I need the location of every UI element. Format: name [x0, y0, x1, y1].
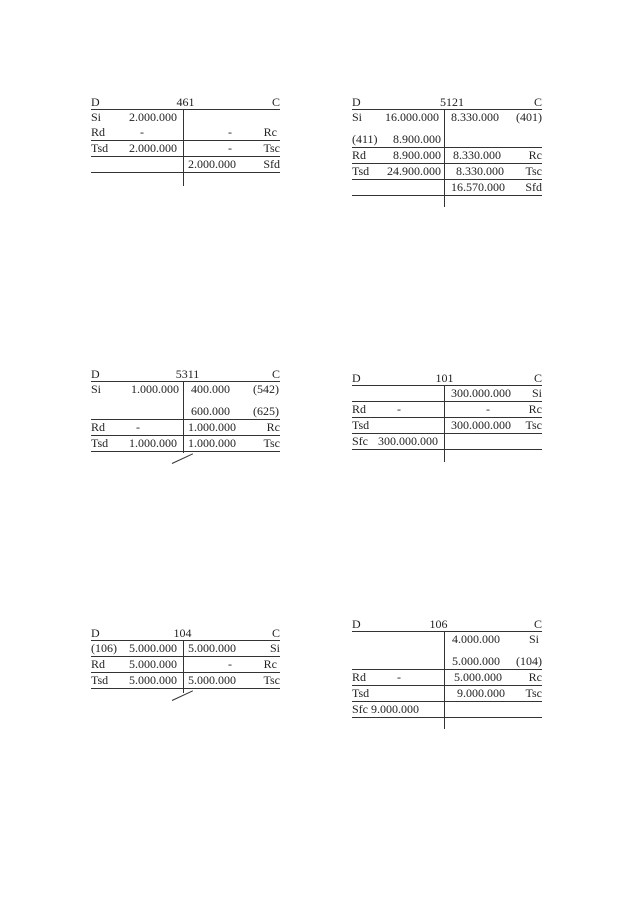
tsc-credit: 300.000.000	[451, 418, 511, 432]
credit-label: C	[533, 95, 542, 109]
tsd-label: Tsd	[352, 686, 370, 700]
tsd-debit: 2.000.000	[129, 141, 177, 155]
debit-entry: 8.900.000	[393, 132, 441, 146]
tsc-label: Tsc	[525, 418, 542, 432]
row-sfd	[91, 157, 280, 173]
tsc-credit: 1.000.000	[188, 436, 236, 450]
row-tsd	[352, 418, 542, 434]
rc-credit: 8.330.000	[453, 148, 501, 162]
rd-label: Rd	[91, 125, 106, 139]
t-account-106	[352, 617, 542, 718]
tsc-label: Tsc	[263, 673, 280, 687]
closing-slash	[172, 453, 193, 464]
t-divider	[183, 382, 184, 453]
row-sfc	[352, 434, 542, 450]
si-credit: 5.000.000	[188, 641, 236, 655]
account-number: 461	[176, 95, 195, 109]
t-account-5121	[352, 95, 542, 196]
si-debit: 2.000.000	[129, 110, 177, 124]
credit-entry: 5.000.000	[452, 654, 500, 668]
tsc-credit: 8.330.000	[456, 164, 504, 178]
tsd-label: Tsd	[91, 141, 109, 155]
credit-label: C	[271, 626, 280, 640]
rc-credit: -	[228, 125, 232, 139]
account-number: 101	[435, 371, 454, 385]
rc-label: Rc	[528, 148, 542, 162]
row-tsd	[91, 436, 280, 452]
account-number: 104	[173, 626, 192, 640]
credit-label: C	[533, 617, 542, 631]
rc-label: Rc	[266, 420, 280, 434]
rc-credit: 5.000.000	[454, 670, 502, 684]
credit-entry-ref: (625)	[253, 404, 279, 418]
sfc-label: Sfc	[352, 434, 368, 448]
credit-entry-ref: (104)	[516, 654, 542, 668]
t-account-461	[91, 95, 280, 173]
rd-debit: -	[140, 125, 144, 139]
debit-entry-ref: (106)	[91, 641, 117, 655]
t-divider	[444, 110, 445, 207]
row-si	[352, 110, 542, 125]
sfc-debit: 300.000.000	[378, 434, 438, 448]
si-debit: 16.000.000	[385, 110, 439, 124]
account-number: 5311	[175, 367, 200, 381]
debit-label: D	[352, 617, 361, 631]
credit-entry: 400.000	[191, 382, 230, 396]
t-account-101	[352, 371, 542, 450]
rc-credit: -	[486, 402, 490, 416]
t-account-104	[91, 626, 280, 689]
row-411	[352, 125, 542, 148]
row-tsd	[352, 686, 542, 702]
debit-entry: 5.000.000	[129, 641, 177, 655]
row-rd	[91, 125, 280, 141]
t-divider	[444, 632, 445, 729]
row-104	[352, 647, 542, 670]
tsc-label: Tsc	[525, 686, 542, 700]
tsd-label: Tsd	[352, 164, 370, 178]
rc-label: Rc	[528, 670, 542, 684]
account-header	[352, 371, 542, 386]
si-debit: 1.000.000	[131, 382, 179, 396]
credit-entry: 8.330.000	[451, 110, 499, 124]
tsd-label: Tsd	[352, 418, 370, 432]
row-rd	[352, 402, 542, 418]
credit-entry-ref: (401)	[516, 110, 542, 124]
rc-label: Rc	[263, 657, 277, 671]
debit-entry-ref: (411)	[352, 132, 378, 146]
tsc-credit: 9.000.000	[457, 686, 505, 700]
rd-label: Rd	[91, 657, 106, 671]
row-rd	[91, 420, 280, 436]
rd-label: Rd	[352, 148, 367, 162]
t-divider	[183, 641, 184, 693]
tsd-debit: 1.000.000	[129, 436, 177, 450]
row-si	[91, 382, 280, 397]
tsc-label: Tsc	[525, 164, 542, 178]
credit-entry: 600.000	[191, 404, 230, 418]
row-si	[352, 632, 542, 647]
si-label: Si	[531, 386, 542, 400]
rd-label: Rd	[352, 670, 367, 684]
row-rd	[352, 148, 542, 164]
tsc-credit: 5.000.000	[188, 673, 236, 687]
account-header	[91, 626, 280, 641]
rd-debit: -	[397, 402, 401, 416]
account-number: 5121	[440, 95, 464, 109]
tsd-debit: 24.900.000	[387, 164, 441, 178]
credit-label: C	[533, 371, 542, 385]
t-divider	[183, 110, 184, 186]
sfd-credit: 2.000.000	[188, 157, 236, 171]
t-divider	[444, 386, 445, 462]
account-number: 106	[429, 617, 448, 631]
rc-label: Rc	[528, 402, 542, 416]
tsd-label: Tsd	[91, 436, 109, 450]
credit-label: C	[271, 95, 280, 109]
rc-credit: -	[228, 657, 232, 671]
tsd-debit: 5.000.000	[129, 673, 177, 687]
row-rd	[91, 657, 280, 673]
account-header	[91, 95, 280, 110]
debit-label: D	[352, 371, 361, 385]
si-credit: 4.000.000	[452, 632, 500, 646]
rc-label: Rc	[263, 125, 277, 139]
tsd-label: Tsd	[91, 673, 109, 687]
si-label: Si	[91, 110, 102, 124]
debit-label: D	[91, 95, 100, 109]
credit-entry-ref: (542)	[253, 382, 279, 396]
rd-label: Rd	[91, 420, 106, 434]
rd-debit: -	[397, 670, 401, 684]
row-tsd	[352, 164, 542, 180]
sfd-credit: 16.570.000	[451, 180, 505, 194]
row-si	[352, 386, 542, 402]
si-label: Si	[91, 382, 102, 396]
rc-credit: 1.000.000	[188, 420, 236, 434]
sfc-text: Sfc 9.000.000	[352, 702, 419, 716]
si-credit: 300.000.000	[451, 386, 511, 400]
row-si	[91, 110, 280, 125]
debit-label: D	[352, 95, 361, 109]
si-label: Si	[269, 641, 280, 655]
rd-debit: 5.000.000	[129, 657, 177, 671]
tsc-label: Tsc	[263, 141, 280, 155]
row-625	[91, 397, 280, 420]
account-header	[91, 367, 280, 382]
rd-debit: 8.900.000	[393, 148, 441, 162]
t-account-5311	[91, 367, 280, 452]
row-tsd	[91, 673, 280, 689]
si-label: Si	[528, 632, 539, 646]
row-sfd	[352, 180, 542, 196]
row-sfc	[352, 702, 542, 718]
row-rd	[352, 670, 542, 686]
rd-debit: -	[136, 420, 140, 434]
credit-label: C	[271, 367, 280, 381]
account-header	[352, 617, 542, 632]
sfd-label: Sfd	[263, 157, 280, 171]
row-tsd	[91, 141, 280, 157]
tsc-credit: -	[228, 141, 232, 155]
debit-label: D	[91, 626, 100, 640]
rd-label: Rd	[352, 402, 367, 416]
si-label: Si	[352, 110, 363, 124]
sfd-label: Sfd	[525, 180, 542, 194]
tsc-label: Tsc	[263, 436, 280, 450]
row-si	[91, 641, 280, 657]
debit-label: D	[91, 367, 100, 381]
account-header	[352, 95, 542, 110]
